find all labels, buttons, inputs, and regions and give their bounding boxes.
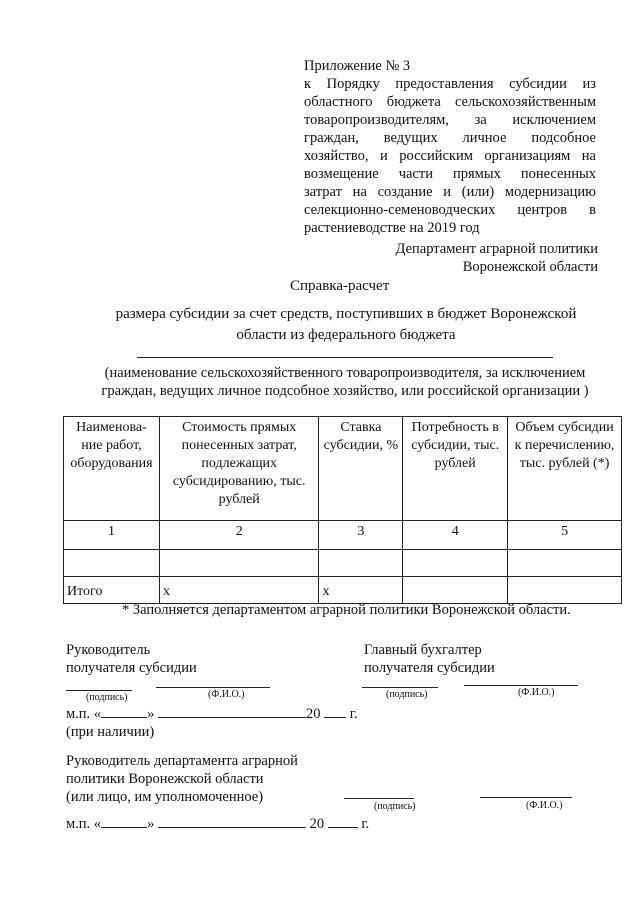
signature-caption: (подпись) — [86, 692, 128, 703]
table-number-row — [64, 521, 622, 550]
signature-caption: (подпись) — [374, 801, 416, 812]
footnote: * Заполняется департаментом аграрной политики Воронежской области. — [122, 602, 571, 618]
table-cell: х — [159, 577, 319, 604]
table-cell: 3 — [319, 521, 403, 550]
year-suffix: г. — [349, 706, 358, 722]
recipient-head-title: Руководитель — [66, 642, 151, 658]
year-prefix: 20 — [309, 816, 325, 832]
table-header-cell: Объем субсидии к перечислению, тыс. рублей (*) — [508, 417, 622, 521]
appendix-line: селекционно-семеноводческих центров в — [304, 202, 596, 218]
table-header-cell: Ставка субсидии, % — [319, 417, 403, 521]
table-cell[interactable] — [319, 550, 403, 577]
document-subtitle: размера субсидии за счет средств, поступивших в бюджет Воронежской области из федерального бюджета — [115, 306, 577, 343]
table-total-row — [64, 577, 622, 604]
table-cell[interactable] — [159, 550, 319, 577]
year-suffix: г. — [361, 816, 370, 832]
table-row — [64, 550, 622, 577]
appendix-line: граждан, ведущих личное подсобное — [304, 130, 596, 146]
chief-accountant-label — [364, 641, 495, 677]
chief-accountant-subtitle: получателя субсидии — [364, 660, 495, 676]
day-blank[interactable] — [101, 705, 147, 718]
mp-prefix: м.п. « — [66, 816, 102, 832]
accountant-signature-line[interactable] — [362, 687, 438, 688]
month-blank[interactable] — [158, 705, 306, 718]
year-prefix: 20 — [305, 706, 321, 722]
producer-name-line — [137, 357, 553, 358]
table-cell: 1 — [64, 521, 160, 550]
department-line: Воронежской области — [462, 259, 598, 275]
appendix-line: к Порядку предоставления субсидии из — [304, 76, 596, 92]
head-fio-line[interactable] — [156, 687, 270, 688]
table-cell: 2 — [159, 521, 319, 550]
department-signature-line[interactable] — [344, 798, 414, 799]
table-cell: 4 — [403, 521, 508, 550]
fio-caption: (Ф.И.О.) — [208, 689, 245, 700]
table-cell[interactable] — [508, 577, 622, 604]
table-cell: 5 — [508, 521, 622, 550]
department-line: Департамент аграрной политики — [395, 241, 598, 257]
day-blank[interactable] — [101, 815, 147, 828]
table-header-cell: Наименова-ние работ, оборудования — [64, 417, 160, 521]
month-blank[interactable] — [158, 815, 306, 828]
producer-name-caption: (наименование сельскохозяйственного товаропроизводителя, за исключением граждан, ведущих личное подсобное хозяйство, или российской организации ) — [101, 365, 589, 399]
appendix-title: Приложение № 3 — [304, 58, 411, 74]
department-head-line: (или лицо, им уполномоченное) — [66, 789, 264, 805]
fio-caption: (Ф.И.О.) — [518, 687, 555, 698]
head-signature-line[interactable] — [66, 690, 132, 691]
if-any-note: (при наличии) — [66, 724, 155, 740]
appendix-line: растениеводстве на 2019 год — [304, 220, 480, 236]
quote-close: » — [147, 816, 155, 832]
document-title: Справка-расчет — [290, 278, 390, 294]
mp-prefix: м.п. « — [66, 706, 102, 722]
table-header-row — [64, 417, 622, 521]
table-cell[interactable] — [64, 550, 160, 577]
appendix-line: хозяйство, и российским организациям на — [304, 148, 596, 164]
table-cell[interactable] — [403, 577, 508, 604]
quote-close: » — [147, 706, 155, 722]
date-line — [66, 815, 369, 833]
signature-caption: (подпись) — [386, 689, 428, 700]
appendix-line: товаропроизводителям, за исключением — [304, 112, 596, 128]
appendix-line: областного бюджета сельскохозяйственным — [304, 94, 596, 110]
department-head-line: политики Воронежской области — [66, 771, 264, 787]
department-addressee — [396, 240, 598, 276]
accountant-fio-line[interactable] — [464, 685, 578, 686]
recipient-head-label — [66, 641, 197, 677]
year-blank[interactable] — [328, 815, 358, 828]
department-head-line: Руководитель департамента аграрной — [66, 753, 298, 769]
year-blank[interactable] — [324, 705, 346, 718]
table-cell: х — [319, 577, 403, 604]
recipient-head-subtitle: получателя субсидии — [66, 660, 197, 676]
appendix-block — [304, 57, 596, 237]
appendix-line: возмещение части прямых понесенных — [304, 166, 596, 182]
table-cell[interactable] — [403, 550, 508, 577]
table-cell: Итого — [64, 577, 160, 604]
fio-caption: (Ф.И.О.) — [526, 800, 563, 811]
date-line — [66, 705, 358, 723]
chief-accountant-title: Главный бухгалтер — [364, 642, 482, 658]
department-fio-line[interactable] — [480, 797, 572, 798]
appendix-line: затрат на создание и (или) модернизацию — [304, 184, 596, 200]
table-header-cell: Стоимость прямых понесенных затрат, подлежащих субсидированию, тыс. рублей — [159, 417, 319, 521]
department-head-label — [66, 752, 298, 806]
calculation-table — [63, 416, 622, 604]
table-header-cell: Потребность в субсидии, тыс. рублей — [403, 417, 508, 521]
table-cell[interactable] — [508, 550, 622, 577]
